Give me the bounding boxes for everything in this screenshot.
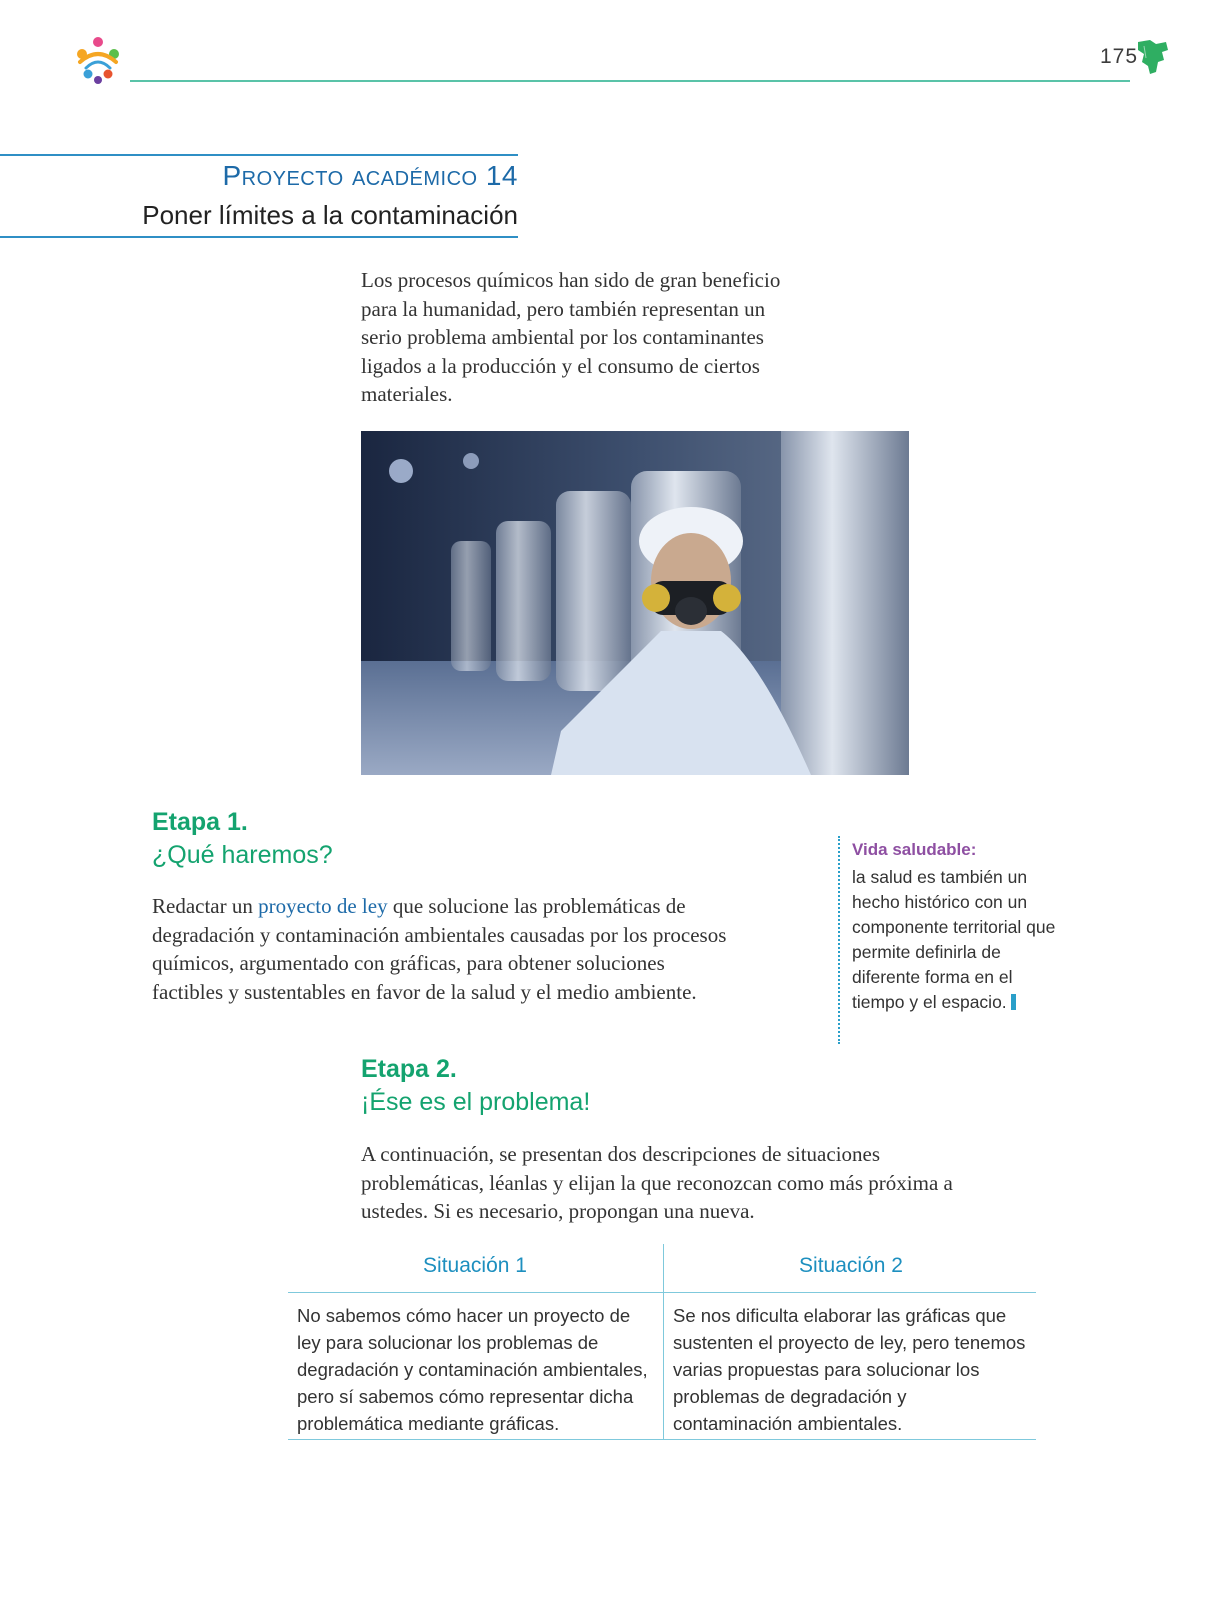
situations-table xyxy=(288,1244,1036,1440)
situation-2-title: Situación 2 xyxy=(799,1254,903,1277)
etapa1-text-before: Redactar un xyxy=(152,894,259,918)
etapa1-paragraph xyxy=(152,892,732,1006)
worker-with-gas-mask-photo xyxy=(361,431,909,775)
table-column-divider xyxy=(663,1244,664,1440)
proyecto-de-ley-link[interactable]: proyecto de ley xyxy=(258,894,388,918)
mexico-map-icon xyxy=(1136,38,1170,76)
etapa1-question: ¿Qué haremos? xyxy=(152,841,333,869)
etapa1-heading: Etapa 1. xyxy=(152,808,248,836)
end-mark-icon xyxy=(1011,994,1016,1010)
etapa1-text-after: que solucione las problemáticas de degradación y contaminación ambientales causadas por los procesos químicos, argumentado con gráficas, para obtener soluciones factibles y sustentables en favor de la salud y el medio ambiente. xyxy=(152,894,727,1004)
sidebar-body: la salud es también un hecho histórico con un componente territorial que permite definirla de diferente forma en el tiempo y el espacio. xyxy=(852,867,1056,1012)
etapa2-question: ¡Ése es el problema! xyxy=(361,1088,591,1116)
header-rule xyxy=(130,80,1130,82)
page-number: 175 xyxy=(1100,45,1139,68)
etapa2-paragraph: A continuación, se presentan dos descripciones de situaciones problemáticas, léanlas y elijan la que reconozcan como más próxima a ustedes. Si es necesario, propongan una nueva. xyxy=(361,1142,953,1223)
table-bottom-rule xyxy=(288,1439,1036,1440)
situation-2-text: Se nos dificulta elaborar las gráficas que sustenten el proyecto de ley, pero tenemos varias propuestas para solucionar los problemas de degradación y contaminación ambientales. xyxy=(673,1305,1026,1434)
intro-paragraph: Los procesos químicos han sido de gran beneficio para la humanidad, pero también representan un serio problema ambiental por los contaminantes ligados a la producción y el consumo de ciertos materiales. xyxy=(361,268,781,406)
colorful-people-logo-icon xyxy=(70,32,126,88)
title-rule-top xyxy=(0,154,518,156)
project-title: Proyecto académico 14 xyxy=(222,160,518,191)
sidebar-dotted-rule xyxy=(838,836,840,1044)
sidebar-text xyxy=(852,865,1062,1015)
situation-1-text: No sabemos cómo hacer un proyecto de ley para solucionar los problemas de degradación y contaminación ambientales, pero sí sabemos cómo representar dicha problemática mediante gráficas. xyxy=(297,1305,648,1434)
situation-1-title: Situación 1 xyxy=(423,1254,527,1277)
etapa2-heading: Etapa 2. xyxy=(361,1055,457,1083)
project-subtitle: Poner límites a la contaminación xyxy=(142,200,518,230)
sidebar-title: Vida saludable: xyxy=(852,840,977,859)
table-header-rule xyxy=(288,1292,1036,1293)
title-rule-bottom xyxy=(0,236,518,238)
